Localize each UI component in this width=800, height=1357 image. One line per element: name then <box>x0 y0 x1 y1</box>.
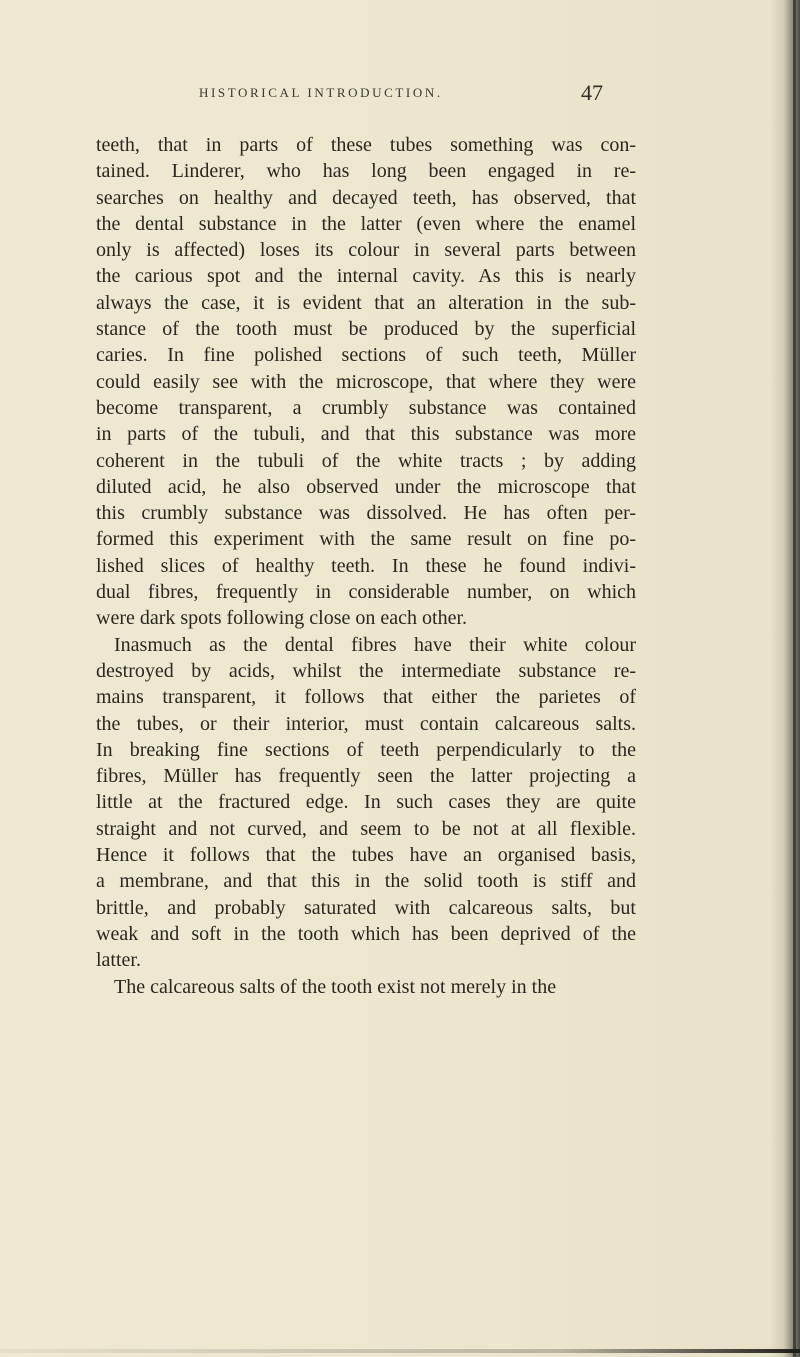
text-line: only is affected) loses its colour in several parts between <box>96 239 636 262</box>
text-line: little at the fractured edge. In such cases they are quite <box>96 791 636 814</box>
running-head <box>199 82 603 106</box>
text-line: were dark spots following close on each other. <box>96 607 468 630</box>
text-line: Hence it follows that the tubes have an organised basis, <box>96 844 636 867</box>
text-line: could easily see with the microscope, that where they were <box>96 370 636 393</box>
text-line: a membrane, and that this in the solid tooth is stiff and <box>96 870 636 893</box>
text-line: diluted acid, he also observed under the microscope that <box>96 475 636 498</box>
text-line: straight and not curved, and seem to be not at all flexible. <box>96 817 636 840</box>
text-line: always the case, it is evident that an alteration in the sub- <box>96 291 636 314</box>
text-line: stance of the tooth must be produced by the superficial <box>96 318 636 341</box>
text-line: in parts of the tubuli, and that this substance was more <box>96 423 636 446</box>
text-line: the tubes, or their interior, must contain calcareous salts. <box>96 712 636 735</box>
body-text <box>96 132 636 1000</box>
paragraph-start-line: The calcareous salts of the tooth exist not merely in the <box>114 975 557 998</box>
text-line: lished slices of healthy teeth. In these he found indivi- <box>96 554 636 577</box>
text-line: brittle, and probably saturated with calcareous salts, but <box>96 896 636 919</box>
text-line: coherent in the tubuli of the white tracts ; by adding <box>96 449 636 472</box>
text-line: dual fibres, frequently in considerable number, on which <box>96 581 636 604</box>
text-line: teeth, that in parts of these tubes something was con- <box>96 134 636 156</box>
text-line: the carious spot and the internal cavity. As this is nearly <box>96 265 636 288</box>
text-line: latter. <box>96 949 141 972</box>
text-line: tained. Linderer, who has long been engaged in re- <box>96 160 636 183</box>
text-line: become transparent, a crumbly substance was contained <box>96 396 636 419</box>
page-edge <box>793 0 796 1357</box>
text-line: fibres, Müller has frequently seen the latter projecting a <box>96 765 636 788</box>
text-line: weak and soft in the tooth which has been deprived of the <box>96 922 636 945</box>
text-line: destroyed by acids, whilst the intermediate substance re- <box>96 659 636 682</box>
text-line: mains transparent, it follows that either the parietes of <box>96 686 636 709</box>
page-number: 47 <box>581 80 603 105</box>
page-bottom-edge <box>0 1349 800 1353</box>
text-line: this crumbly substance was dissolved. He has often per- <box>96 502 636 525</box>
text-line: the dental substance in the latter (even where the enamel <box>96 212 636 235</box>
text-line: searches on healthy and decayed teeth, has observed, that <box>96 186 636 209</box>
running-title: HISTORICAL INTRODUCTION. <box>199 85 443 100</box>
text-line: caries. In fine polished sections of such teeth, Müller <box>96 344 636 367</box>
page-gutter-shadow <box>770 0 800 1357</box>
paragraph-start-line: Inasmuch as the dental fibres have their white colour <box>114 633 636 656</box>
text-line: formed this experiment with the same result on fine po- <box>96 528 636 551</box>
text-line: In breaking fine sections of teeth perpendicularly to the <box>96 738 636 761</box>
